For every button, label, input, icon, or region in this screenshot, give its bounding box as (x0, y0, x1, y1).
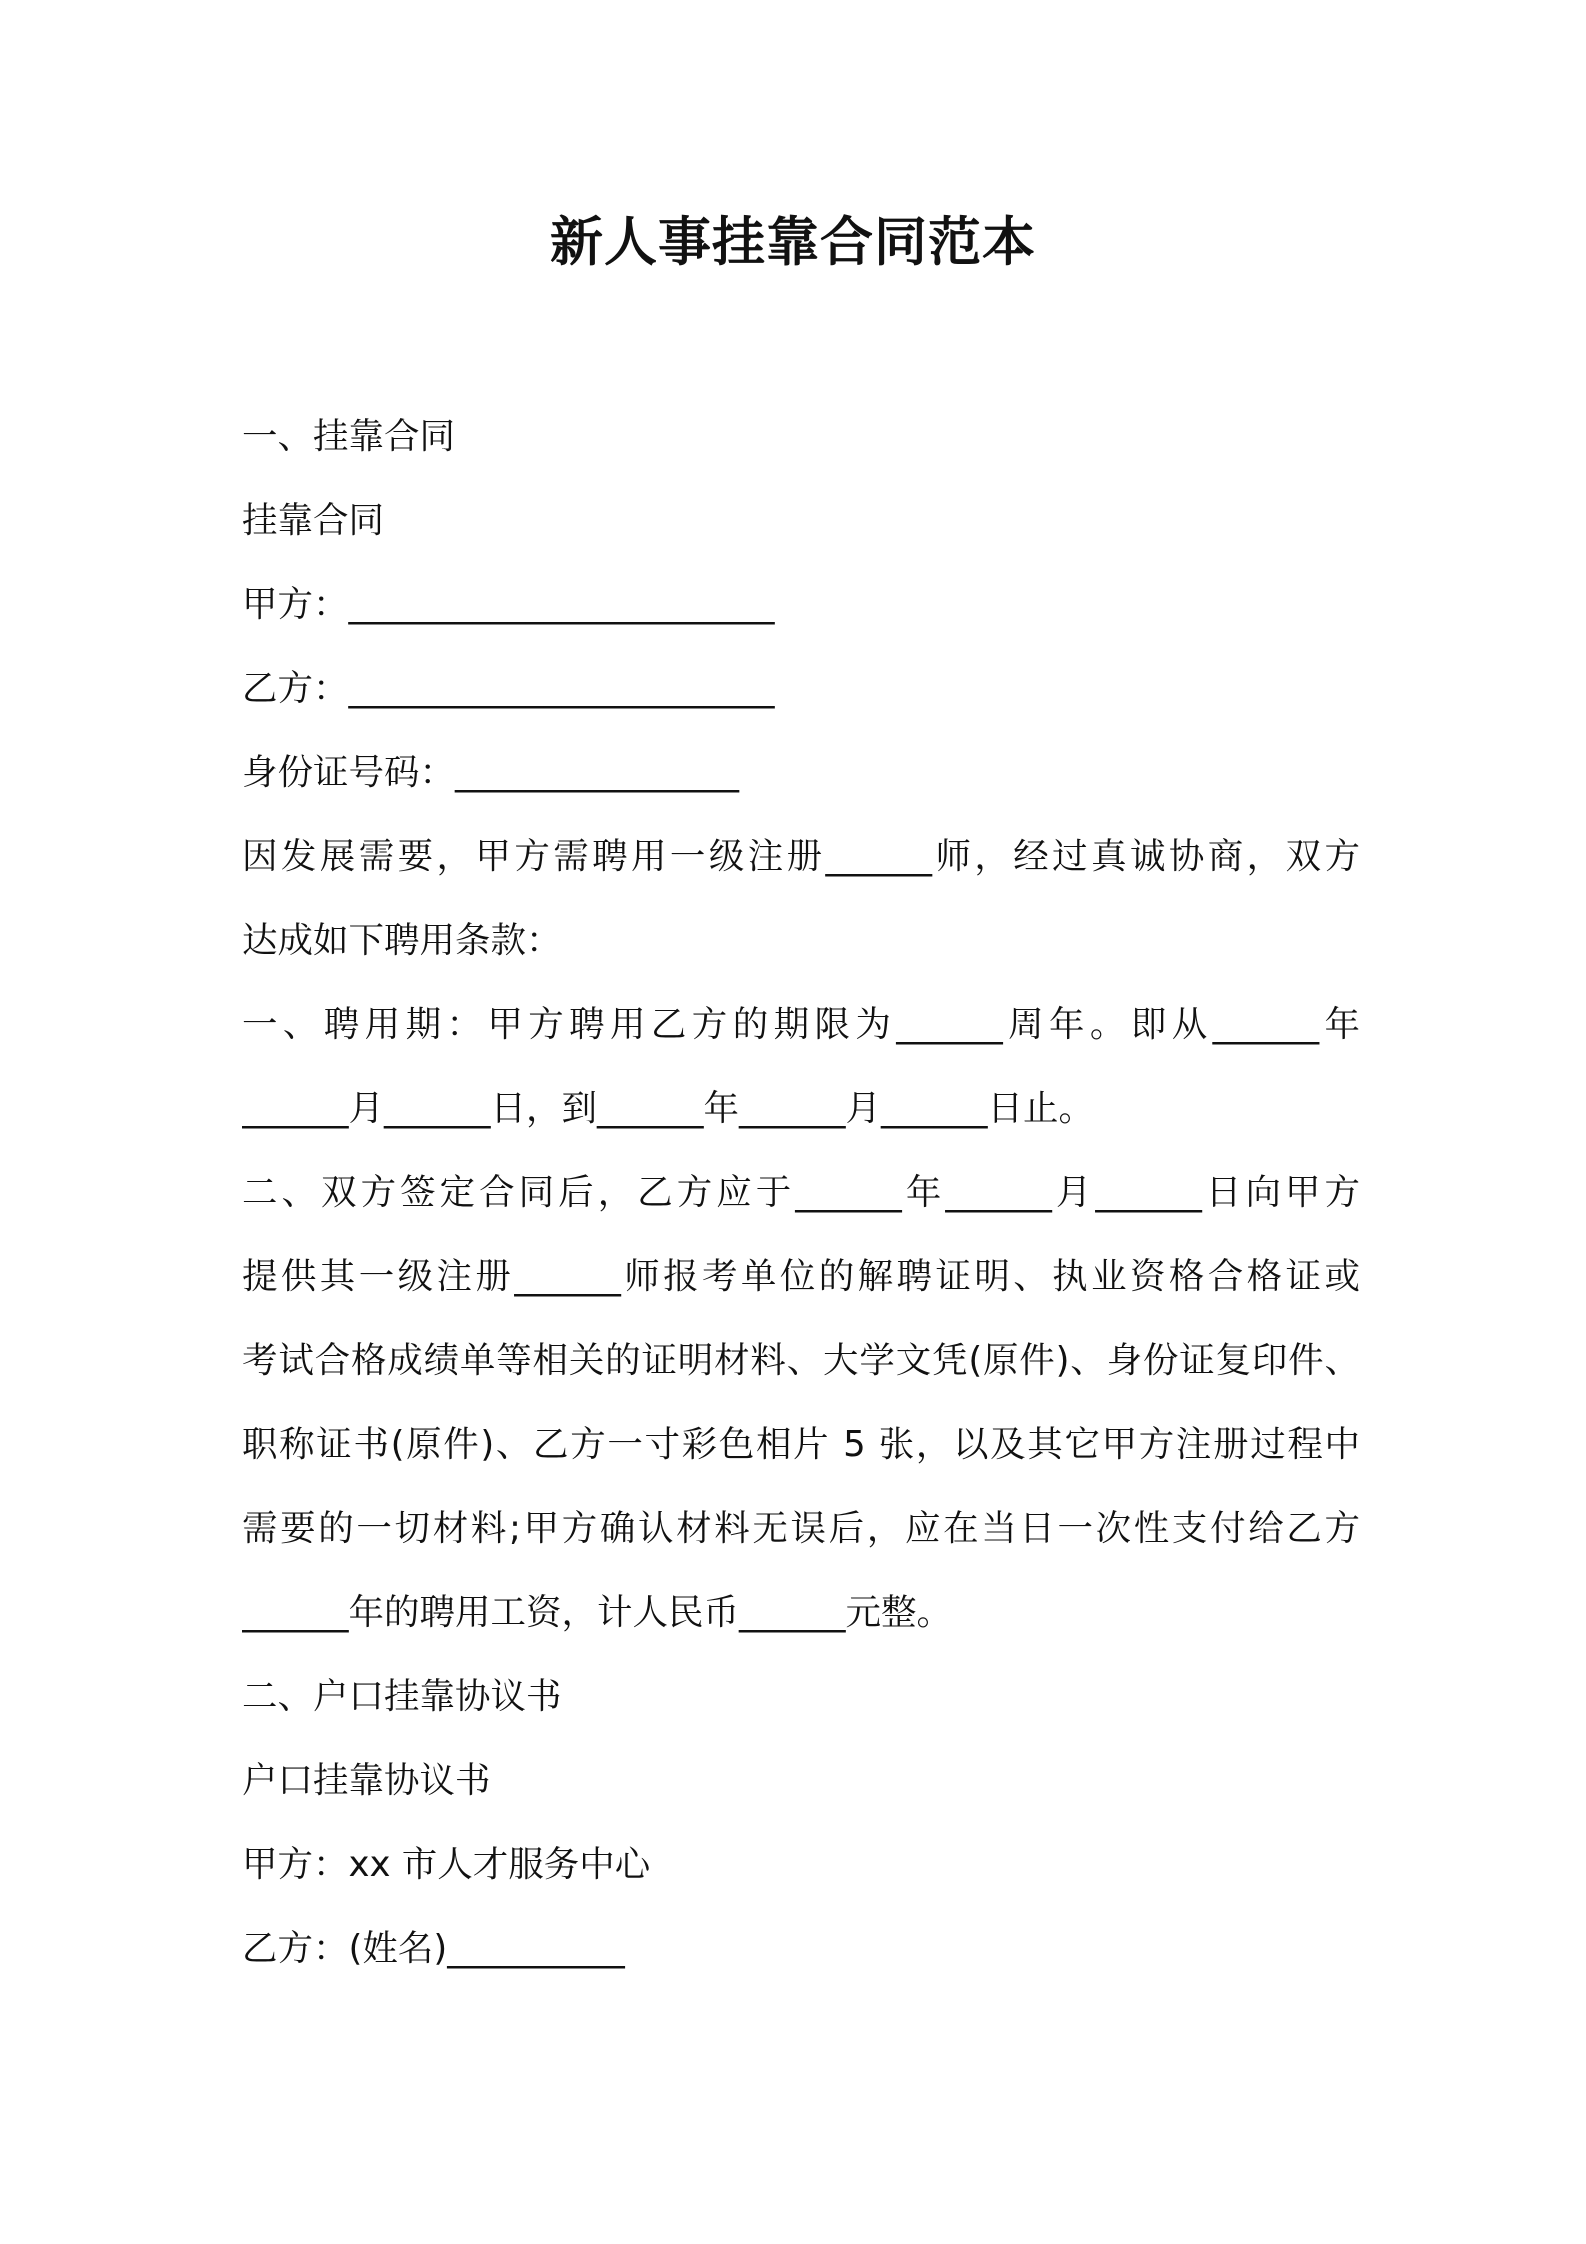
clause-two-line: 二、双方签定合同后，乙方应于______年______月______日向甲方 (242, 1172, 1360, 1213)
party-a-line: 甲方：xx 市人才服务中心 (242, 1844, 651, 1885)
clause-two-line: ______年的聘用工资，计人民币______元整。 (242, 1592, 953, 1633)
clause-one-line: 一、聘用期：甲方聘用乙方的期限为______周年。即从______年 (242, 1004, 1360, 1045)
party-b-line: 乙方：(姓名)__________ (242, 1928, 625, 1969)
party-b-line: 乙方：________________________ (242, 668, 775, 709)
clause-two-line: 提供其一级注册______师报考单位的解聘证明、执业资格合格证或 (242, 1256, 1360, 1297)
subheading-affiliation-contract: 挂靠合同 (242, 500, 385, 541)
clause-one-line: ______月______日，到______年______月______日止。 (242, 1088, 1095, 1129)
clause-two-line: 需要的一切材料;甲方确认材料无误后，应在当日一次性支付给乙方 (242, 1508, 1360, 1549)
clause-two-line: 职称证书(原件)、乙方一寸彩色相片 5 张，以及其它甲方注册过程中 (242, 1424, 1360, 1465)
document-title: 新人事挂靠合同范本 (550, 212, 1036, 273)
party-a-line: 甲方：________________________ (242, 584, 775, 625)
id-number-line: 身份证号码：________________ (242, 752, 740, 793)
subheading-household-agreement: 户口挂靠协议书 (242, 1760, 491, 1801)
section-heading-affiliation-contract: 一、挂靠合同 (242, 416, 456, 457)
section-heading-household-agreement: 二、户口挂靠协议书 (242, 1676, 562, 1717)
clause-two-line: 考试合格成绩单等相关的证明材料、大学文凭(原件)、身份证复印件、 (242, 1340, 1360, 1381)
paragraph-line: 达成如下聘用条款： (242, 920, 562, 961)
paragraph-line: 因发展需要，甲方需聘用一级注册______师，经过真诚协商，双方 (242, 836, 1360, 877)
